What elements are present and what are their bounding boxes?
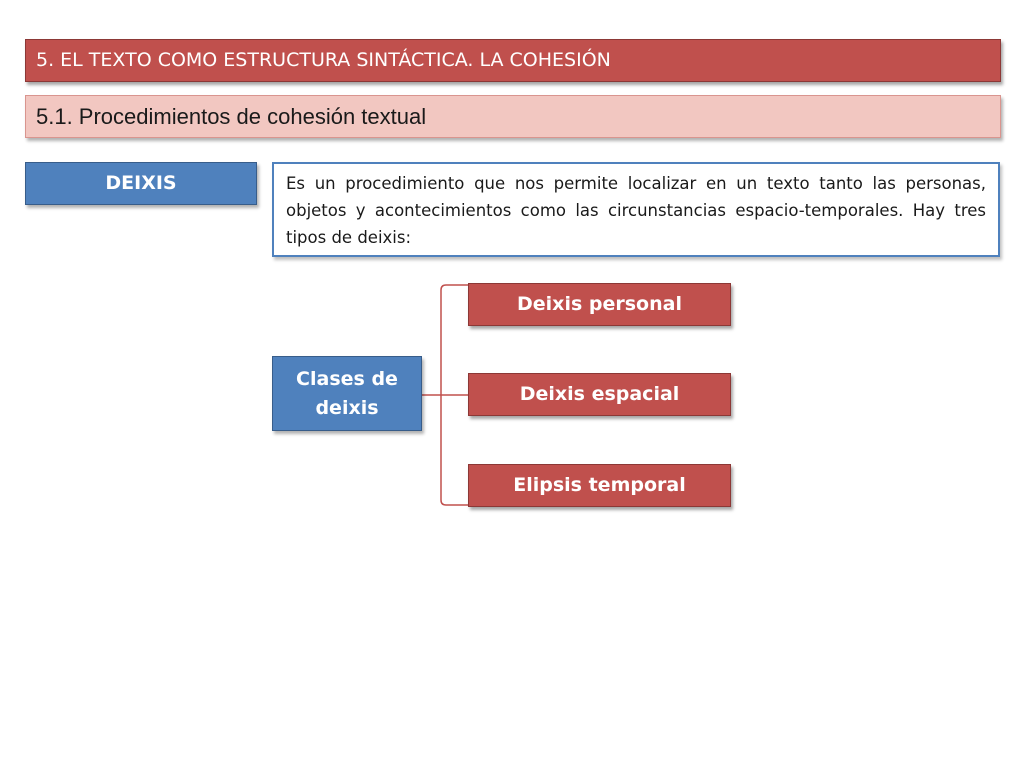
classification-root-box — [272, 356, 422, 431]
type-box-personal: Deixis personal — [468, 283, 731, 326]
slide-title: 5. EL TEXTO COMO ESTRUCTURA SINTÁCTICA. LA COHESIÓN — [25, 39, 1001, 82]
definition-box: Es un procedimiento que nos permite localizar en un texto tanto las personas, objetos y acontecimientos como las circunstancias espacio-temporales. Hay tres tipos de deixis: — [272, 162, 1000, 257]
bracket-line — [441, 285, 468, 505]
concept-label-box: DEIXIS — [25, 162, 257, 205]
type-box-espacial: Deixis espacial — [468, 373, 731, 416]
type-box-temporal: Elipsis temporal — [468, 464, 731, 507]
section-subtitle: 5.1. Procedimientos de cohesión textual — [25, 95, 1001, 138]
classification-root-label: Clases de deixis — [296, 367, 398, 419]
